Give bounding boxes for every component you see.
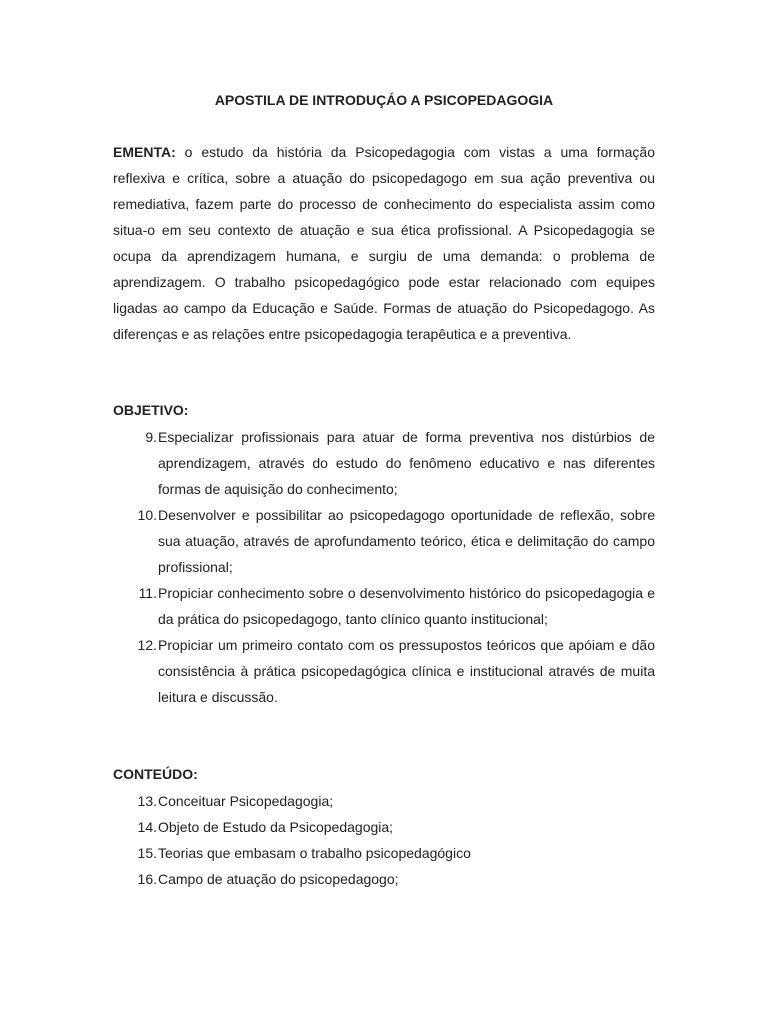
list-item-number: 9. [145,429,157,445]
document-title: APOSTILA DE INTRODUÇÁO A PSICOPEDAGOGIA [214,92,554,108]
list-item-text: Objeto de Estudo da Psicopedagogia; [158,819,394,835]
conteudo-heading: CONTEÚDO: [113,766,198,782]
list-item-number: 15. [137,845,157,861]
list-item-text: Especializar profissionais para atuar de forma preventiva nos distúrbios de aprendizagem, através do estudo do fenômeno educativo e nas diferentes formas de aquisição do conhecimento; [158,429,655,497]
list-item-text: Desenvolver e possibilitar ao psicopedagogo oportunidade de reflexão, sobre sua atuação, através de aprofundamento teórico, ética e delimitação do campo profissional; [158,507,655,575]
list-item-text: Propiciar um primeiro contato com os pressupostos teóricos que apóiam e dão consistência à prática psicopedagógica clínica e institucional através de muita leitura e discussão. [158,637,655,705]
list-item [113,580,655,632]
list-item [113,866,655,892]
list-item-number: 10. [137,507,157,523]
ementa-text: o estudo da história da Psicopedagogia com vistas a uma formação reflexiva e crítica, sobre a atuação do psicopedagogo em sua ação preventiva ou remediativa, fazem parte do processo de conhecimento do especialista assim como situa-o em seu contexto de atuação e sua ética profissional. A Psicopedagogia se ocupa da aprendizagem humana, e surgiu de uma demanda: o problema de aprendizagem. O trabalho psicopedagógico pode estar relacionado com equipes ligadas ao campo da Educação e Saúde. Formas de atuação do Psicopedagogo. As diferenças e as relações entre psicopedagogia terapêutica e a preventiva. [113,144,655,342]
list-item-text: Conceituar Psicopedagogia; [158,793,334,809]
list-item [113,502,655,580]
ementa-label: EMENTA: [113,144,176,160]
list-item-text: Propiciar conhecimento sobre o desenvolvimento histórico do psicopedagogia e da prática do psicopedagogo, tanto clínico quanto institucional; [158,585,655,627]
list-item-number: 11. [138,585,157,601]
list-item [113,840,655,866]
list-item-number: 13. [137,793,157,809]
list-item [113,632,655,710]
ementa-paragraph [113,139,655,347]
objetivo-heading: OBJETIVO: [113,402,189,418]
list-item-number: 16. [137,871,157,887]
list-item-text: Campo de atuação do psicopedagogo; [158,871,399,887]
list-item-text: Teorias que embasam o trabalho psicopedagógico [158,845,471,861]
list-item-number: 14. [137,819,157,835]
list-item [113,814,655,840]
list-item [113,424,655,502]
list-item [113,788,655,814]
list-item-number: 12. [137,637,157,653]
objetivo-list [113,424,655,710]
conteudo-list [113,788,655,892]
